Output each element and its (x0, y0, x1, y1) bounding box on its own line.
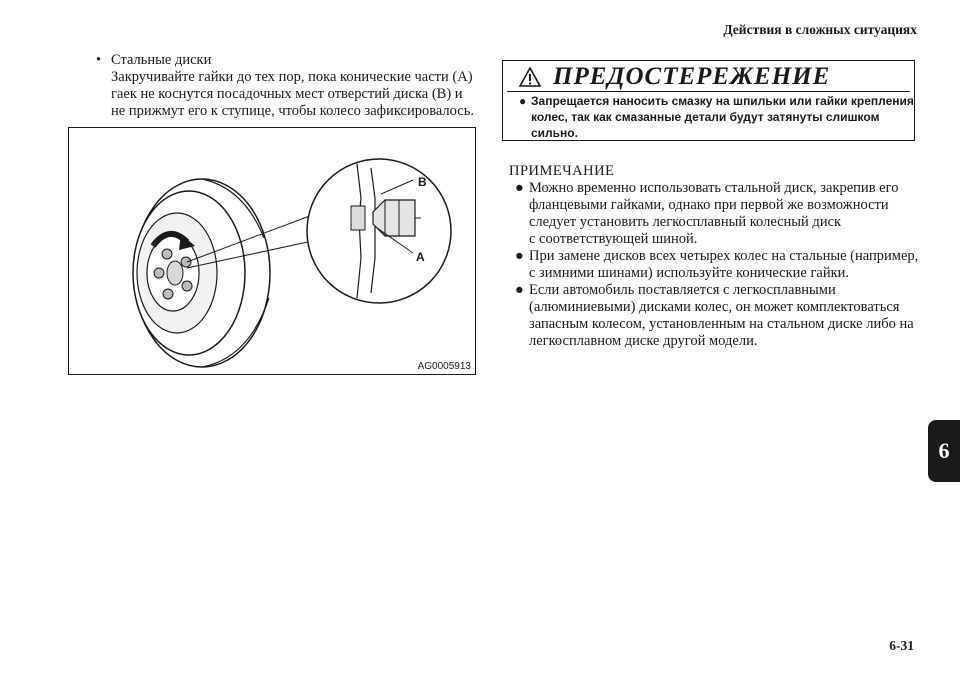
wheel-illustration-svg (69, 128, 475, 374)
magnified-detail (307, 159, 451, 303)
page-number: 6-31 (889, 638, 914, 653)
note-item (509, 248, 929, 282)
warning-title: ПРЕДОСТЕРЕЖЕНИЕ (553, 63, 831, 90)
page-header-title: Действия в сложных ситуациях (723, 22, 917, 37)
lug-nut (163, 289, 173, 299)
note-text-line: с зимними шинами) используйте конические гайки. (529, 265, 850, 281)
steel-wheels-item (96, 52, 486, 120)
note-text-line: Можно временно использовать стальной диск, закрепив его (529, 180, 899, 196)
label-a: A (416, 250, 425, 264)
note-bullet: ● (515, 180, 524, 196)
label-b: B (418, 175, 427, 189)
steel-wheels-section (96, 52, 486, 120)
warning-item (513, 93, 914, 141)
warning-divider (507, 91, 910, 92)
note-text-line: легкосплавном диске другой модели. (529, 333, 758, 349)
note-text-line: (алюминиевыми) дисками колес, он может комплектоваться (529, 299, 900, 315)
wheel-nut-illustration (68, 127, 476, 375)
note-item (509, 282, 929, 350)
lug-nut (154, 268, 164, 278)
bullet-mark: • (96, 52, 102, 68)
note-section (509, 163, 929, 350)
warning-header (519, 63, 830, 91)
warning-triangle-icon (519, 67, 541, 87)
note-item (509, 180, 929, 248)
wheel-stud (351, 206, 365, 230)
warning-text-line: Запрещается наносить смазку на шпильки или гайки крепления (531, 94, 914, 108)
warning-text-line: колес, так как смазанные детали будут затянуты слишком (531, 110, 880, 124)
note-text-line: Если автомобиль поставляется с легкосплавными (529, 282, 836, 298)
note-heading: ПРИМЕЧАНИЕ (509, 163, 615, 179)
steel-wheels-text-line: не прижмут его к ступице, чтобы колесо зафиксировалось. (111, 103, 474, 119)
steel-wheels-text-line: Закручивайте гайки до тех пор, пока конические части (A) (111, 69, 473, 85)
steel-wheels-text-line: гаек не коснутся посадочных мест отверстий диска (B) и (111, 86, 463, 102)
note-text-line: При замене дисков всех четырех колес на стальные (например, (529, 248, 919, 264)
chapter-number: 6 (938, 438, 950, 463)
figure-code: AG0005913 (417, 361, 471, 372)
lug-nut (162, 249, 172, 259)
warning-bullet: ● (519, 94, 527, 108)
note-text-line: фланцевыми гайками, однако при первой же возможности (529, 197, 889, 213)
lug-nut (182, 281, 192, 291)
warning-text-line: сильно. (531, 126, 578, 140)
steel-wheels-heading: Стальные диски (111, 52, 212, 68)
note-bullet: ● (515, 282, 524, 298)
note-bullet: ● (515, 248, 524, 264)
lug-nut (181, 257, 191, 267)
note-text-line: с соответствующей шиной. (529, 231, 698, 247)
warning-box (502, 60, 915, 141)
conical-lug-nut (373, 200, 415, 236)
wheel-hub (167, 261, 183, 285)
note-text-line: следует установить легкосплавный колесный диск (529, 214, 842, 230)
note-text-line: запасным колесом, установленным на стальном диске либо на (529, 316, 914, 332)
chapter-tab (928, 420, 960, 482)
